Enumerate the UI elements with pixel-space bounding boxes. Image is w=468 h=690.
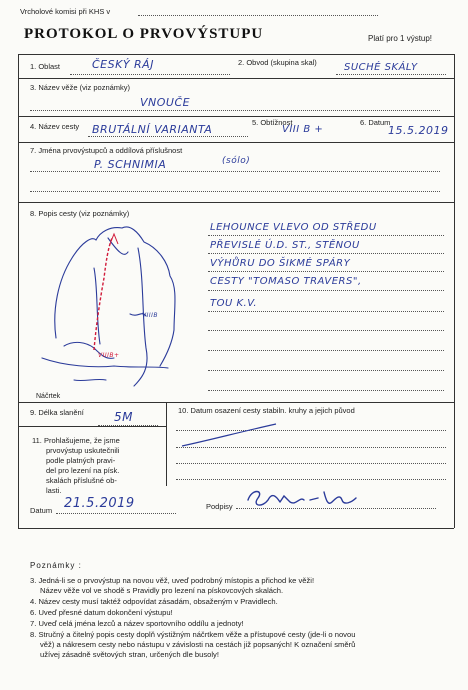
field-8-label: 8. Popis cesty (viz poznámky) [30,209,130,218]
desc-rule-7 [208,350,444,351]
field-6-label: 6. Datum [360,118,391,127]
row-divider-4 [18,202,454,203]
field-10-line-4 [176,479,446,480]
field-11-line-5: skalách příslušné ob- [46,476,117,485]
committee-line [138,15,378,16]
note-8-cont-1: věž) a nákresem cesty nebo nástupu v závislosti na cestách již popsaných! K označení směrů [40,640,356,649]
field-2-label: 2. Obvod (skupina skal) [238,58,317,67]
note-4: 4. Název cesty musí taktéž odpovídat zásadám, obsaženým v Pravidlech. [30,597,278,606]
field-10-label: 10. Datum osazení cesty stabiln. kruhy a jejich původ [178,406,355,415]
row-divider-3 [18,142,454,143]
sketch-route-mark: VIIIB+ [98,352,120,359]
desc-rule-4 [208,290,444,291]
field-3-line [30,110,440,111]
frame-top [18,54,454,55]
notes-title: Poznámky : [30,561,82,570]
route-sketch [34,218,204,398]
field-5-label: 5. Obtížnost [252,118,293,127]
field-5-value: VIII B + [282,124,324,135]
field-11-line-3: podle platných pravi- [46,456,116,465]
field-10-line-3 [176,463,446,464]
field-11-line-4: del pro lezení na písk. [46,466,120,475]
desc-rule-3 [208,271,444,272]
field-4-value: BRUTÁLNÍ VARIANTA [92,123,213,136]
note-3-cont: Název věže vol ve shodě s Pravidly pro lezení na pískovcových skalách. [40,586,284,595]
field-9-label: 9. Délka slanění [30,408,84,417]
field-4-label: 4. Název cesty [30,122,80,131]
note-7: 7. Uveď celá jména lezců a název sportovního oddílu a jednoty! [30,619,244,628]
field-3-value: VNOUČE [140,96,191,109]
desc-line-1: LEHOUNCE VLEVO OD STŘEDU [210,222,377,233]
sketch-label: Náčrtek [36,393,61,400]
field-1-label: 1. Oblast [30,62,61,71]
field-7-label: 7. Jména prvovýstupců a oddílová příslušnost [30,146,183,155]
desc-rule-8 [208,370,444,371]
row-divider-6 [18,426,166,427]
row-divider-2 [18,116,454,117]
sketch-grade-mark: VIIIB [142,312,159,319]
field-11-separator [166,426,167,486]
note-6: 6. Uveď přesné datum dokončení výstupu! [30,608,173,617]
field-7-club: (sólo) [222,156,251,166]
field-2-value: SUCHÉ SKÁLY [344,62,418,73]
note-8: 8. Stručný a čitelný popis cesty doplň výstižným náčrtkem věže a přístupové cesty (jde-li o novou [30,630,356,639]
frame-bottom [18,528,454,529]
valid-for-label: Platí pro 1 výstup! [368,34,433,43]
row-divider-5 [18,402,454,403]
desc-rule-1 [208,235,444,236]
desc-line-2: PŘEVISLÉ Ú.D. ST., STĚNOU [210,240,360,251]
field-11-line-1: 11. Prohlašujeme, že jsme [32,436,120,445]
note-8-cont-2: užívej zásadně světových stran, určených dle busoly! [40,650,219,659]
field-7-line-1 [30,171,440,172]
desc-line-4: CESTY "TOMASO TRAVERS", [210,276,362,287]
row-divider-1 [18,78,454,79]
desc-line-3: VÝHŮRU DO ŠIKMÉ SPÁRY [210,258,351,269]
frame-right [454,54,455,528]
row-9-separator [166,402,167,426]
note-3: 3. Jedná-li se o prvovýstup na novou věž, uveď podrobný místopis a přichod ke věži! [30,576,315,585]
field-11-line-6: lasti. [46,486,62,495]
field-1-line [70,74,230,75]
field-11-line-2: prvovýstup uskutečnili [46,446,120,455]
page-title: PROTOKOL O PRVOVÝSTUPU [24,26,264,42]
desc-line-5: TOU K.V. [210,298,258,309]
desc-rule-5 [208,311,444,312]
field-3-label: 3. Název věže (viz poznámky) [30,83,131,92]
desc-rule-9 [208,390,444,391]
field-7-name: P. SCHNIMIA [94,158,167,171]
committee-label: Vrcholové komisi při KHS v [20,7,111,16]
field-1-value: ČESKÝ RÁJ [92,58,154,71]
signature-label: Podpisy [206,502,233,511]
field-7-line-2 [30,191,440,192]
date-label: Datum [30,506,53,515]
frame-left [18,54,19,528]
field-10-strike-stroke [180,420,300,450]
desc-rule-2 [208,253,444,254]
field-9-value: 5M [114,410,133,424]
field-6-value: 15.5.2019 [388,124,449,137]
field-4-line [88,136,248,137]
date-value: 21.5.2019 [64,496,135,511]
desc-rule-6 [208,330,444,331]
signature-line [236,508,436,509]
field-2-line [336,74,446,75]
date-line [56,513,176,514]
